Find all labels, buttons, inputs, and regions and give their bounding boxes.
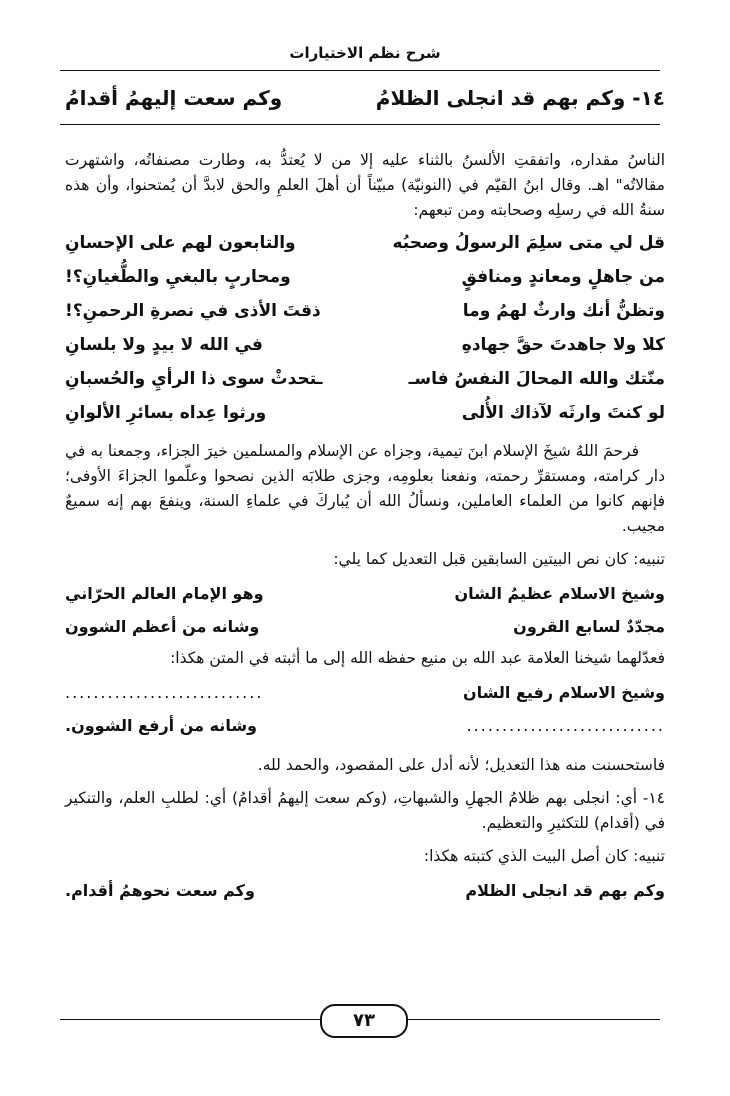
verse-first-hemistich: وتظنُّ أنك وارثٌ لهمُ وما bbox=[462, 301, 665, 321]
verse-line bbox=[65, 399, 665, 433]
paragraph: ١٤- أي: انجلى بهم ظلامُ الجهلِ والشبهاتِ، (وكم سعت إليهمُ أقدامُ) أي: لطلبِ العلم، والتنكير في (أقدام) للتكثيرِ والتعظيم. bbox=[65, 789, 665, 832]
verse-line bbox=[65, 229, 665, 263]
verse-first-hemistich: قل لي متى سلِمَ الرسولُ وصحبُه bbox=[392, 233, 665, 253]
verse-second-hemistich: والتابعون لهم على الإحسانِ bbox=[65, 233, 296, 253]
verse-ellipsis: ............................ bbox=[466, 716, 665, 735]
verse-first-hemistich: كلا ولا جاهدتَ حقَّ جهادهِ bbox=[461, 335, 665, 355]
verse-second-hemistich: وشانه من أعظم الشوون bbox=[65, 617, 260, 636]
verse-second-hemistich: في الله لا بيدٍ ولا بلسانِ bbox=[65, 335, 263, 355]
headline-first-hemistich: ١٤- وكم بهم قد انجلى الظلامُ bbox=[375, 86, 665, 110]
new-verses bbox=[65, 679, 665, 745]
verse-line bbox=[65, 331, 665, 365]
verse-line bbox=[65, 365, 665, 399]
page-number: ٧٣ bbox=[320, 1004, 408, 1038]
verse-second-hemistich: ـتحدثْ سوى ذا الرأيِ والحُسبانِ bbox=[65, 369, 323, 389]
verse-ellipsis: ............................ bbox=[65, 683, 264, 702]
header-rule bbox=[60, 70, 660, 71]
paragraph: فرحمَ اللهُ شيخَ الإسلام ابنَ تيمية، وجزاه عن الإسلام والمسلمين خيرَ الجزاء، وجمعنا به في دار كرامته، ومستقرِّ رحمته، ونفعنا بعلومِه، وجزى طلابَه الذين نصحوا وعلّموا الجزاءَ الأوفى؛ فإنهم كانوا من العلماء العاملين، ونسألُ الله أن يُباركَ في علماءِ السنة، وينفعَ بهم إنه سميعٌ مجيب. bbox=[65, 442, 665, 535]
paragraph: الناسُ مقداره، واتفقتِ الألسنُ بالثناء عليه إلا من لا يُعتدُّ به، وطارت مصنفاتُه، واشتهرت مقالاتُه" اهـ. وقال ابنُ القيّم في (النونيّة) مبيّناً أن أهلَ العلمِ والحق لابدَّ أن يُمتحنوا، وأن هذه سنةُ الله في رسلِه وصحابته ومن تبعهم: bbox=[65, 151, 665, 219]
poem-verses bbox=[65, 229, 665, 433]
verse-second-hemistich: ومحاربٍ بالبغيِ والطُّغيانِ؟! bbox=[65, 267, 291, 287]
verse-line bbox=[65, 679, 665, 712]
old-verses bbox=[65, 580, 665, 646]
verse-first-hemistich: لو كنتَ وارثَه لآذاك الأُلى bbox=[461, 403, 665, 423]
verse-first-hemistich: مجدّدٌ لسابع القرون bbox=[513, 617, 665, 636]
headline-verse bbox=[65, 86, 665, 116]
verse-line bbox=[65, 297, 665, 331]
verse-second-hemistich: وشانه من أرفع الشوون. bbox=[65, 716, 257, 735]
verse-line bbox=[65, 613, 665, 646]
verse-first-hemistich: منّتك والله المحالَ النفسُ فاسـ bbox=[408, 369, 665, 389]
headline-rule bbox=[60, 124, 660, 125]
verse-second-hemistich: وهو الإمام العالم الحرّاني bbox=[65, 584, 264, 603]
verse-line bbox=[65, 263, 665, 297]
verse-line bbox=[65, 712, 665, 745]
page-body bbox=[65, 148, 665, 910]
verse-first-hemistich: وكم بهم قد انجلى الظلام bbox=[465, 881, 665, 900]
note-intro: تنبيه: كان أصل البيت الذي كتبته هكذا: bbox=[423, 847, 665, 865]
paragraph: فاستحسنت منه هذا التعديل؛ لأنه أدل على المقصود، والحمد لله. bbox=[257, 756, 665, 774]
note-intro: تنبيه: كان نص البيتين السابقين قبل التعديل كما يلي: bbox=[333, 550, 665, 568]
verse-second-hemistich: وكم سعت نحوهمُ أقدام. bbox=[65, 881, 255, 900]
verse-first-hemistich: وشيخ الاسلام عظيمُ الشان bbox=[454, 584, 665, 603]
verse-line bbox=[65, 877, 665, 910]
verse-first-hemistich: من جاهلٍ ومعاندٍ ومنافقٍ bbox=[461, 267, 665, 287]
headline-second-hemistich: وكم سعت إليهمُ أقدامُ bbox=[65, 86, 283, 110]
verse-second-hemistich: ورثوا عِداه بسائرِ الألوانِ bbox=[65, 403, 267, 423]
verse-first-hemistich: وشيخ الاسلام رفيع الشان bbox=[462, 683, 665, 702]
verse-line bbox=[65, 580, 665, 613]
paragraph: فعدّلهما شيخنا العلامة عبد الله بن منيع حفظه الله إلى ما أثبته في المتن هكذا: bbox=[170, 649, 665, 667]
running-head: شرح نظم الاختيارات bbox=[289, 44, 441, 62]
verse-second-hemistich: ذقتَ الأذى في نصرةِ الرحمنِ؟! bbox=[65, 301, 321, 321]
